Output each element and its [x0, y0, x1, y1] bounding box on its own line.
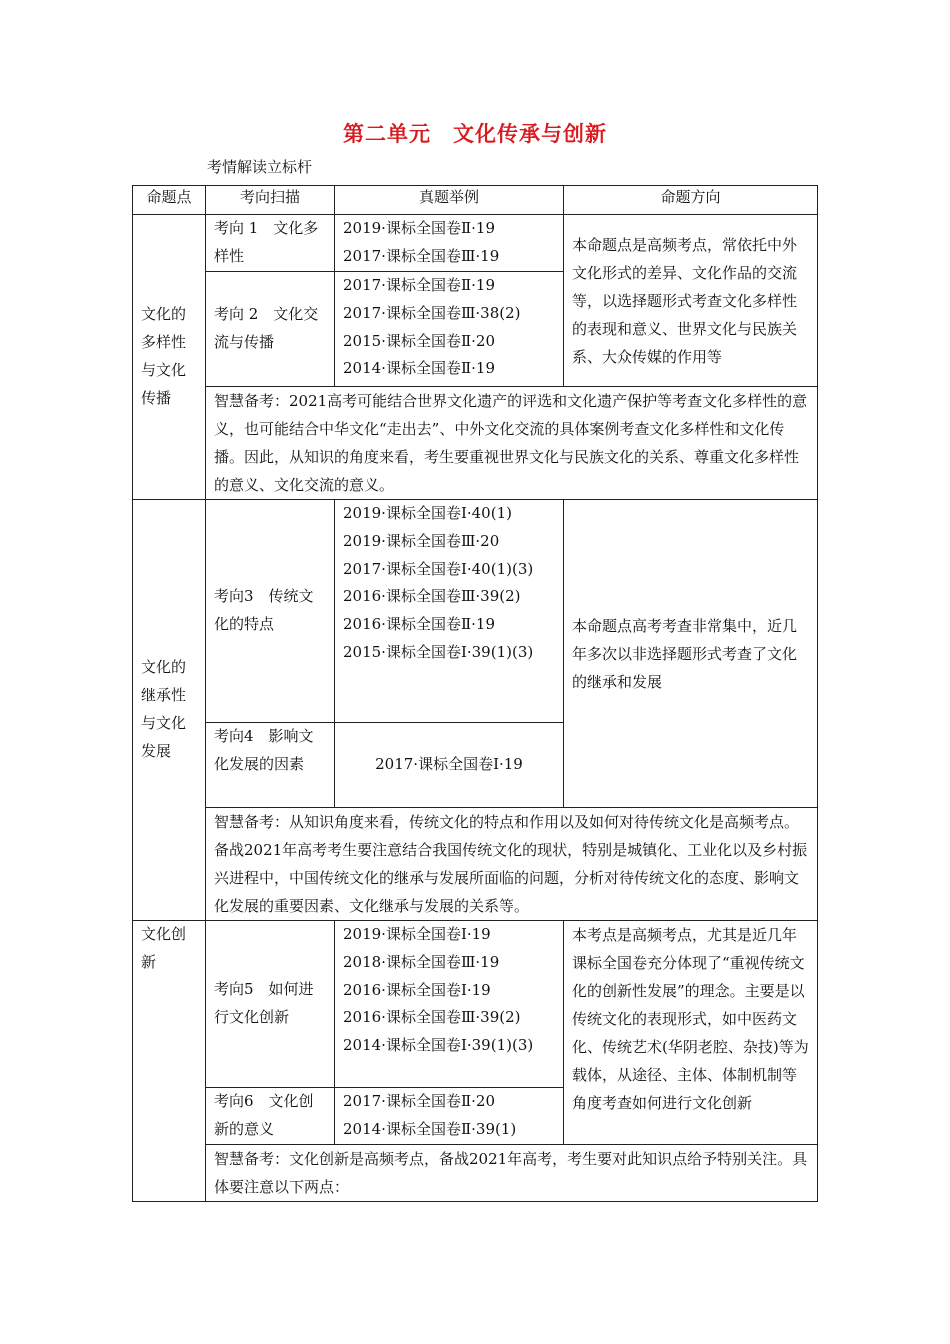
header-direction: 命题方向: [564, 186, 818, 215]
exam-example: 2017·课标全国卷Ⅰ·40(1)(3): [343, 559, 534, 578]
direction-label: 考向 1 文化多样性: [206, 215, 335, 272]
exam-example: 2015·课标全国卷Ⅱ·20: [343, 331, 495, 350]
topic-cell: 文化的多样性与文化传播: [133, 215, 206, 500]
exam-example: 2017·课标全国卷Ⅱ·19: [343, 276, 495, 294]
exam-example: 2017·课标全国卷Ⅱ·20: [343, 1092, 495, 1110]
section-subtitle: 考情解读立标杆: [207, 158, 313, 176]
direction-label: 考向 2 文化交流与传播: [206, 272, 335, 387]
exam-example: 2014·课标全国卷Ⅰ·39(1)(3): [343, 1036, 534, 1055]
exam-example: 2014·课标全国卷Ⅱ·39(1): [343, 1119, 517, 1138]
exam-example: 2016·课标全国卷Ⅱ·19: [343, 615, 495, 634]
direction-text: 本命题点高考考查非常集中，近几年多次以非选择题形式考查了文化的继承和发展: [564, 500, 818, 808]
direction-label: 考向6 文化创新的意义: [206, 1088, 335, 1145]
page-title: 第二单元 文化传承与创新: [343, 121, 607, 146]
table-row: [133, 808, 818, 921]
exam-example: 2017·课标全国卷Ⅲ·38(2): [343, 303, 521, 322]
exam-example: 2019·课标全国卷Ⅰ·19: [343, 925, 491, 943]
direction-label: 考向3 传统文化的特点: [206, 500, 335, 723]
table-row: [133, 1145, 818, 1202]
topic-cell: 文化创新: [133, 921, 206, 1202]
exam-example: 2017·课标全国卷Ⅲ·19: [343, 246, 500, 265]
examples-cell: [335, 500, 564, 723]
exam-example: 2016·课标全国卷Ⅲ·39(2): [343, 587, 521, 606]
exam-example: 2016·课标全国卷Ⅰ·19: [343, 980, 491, 999]
exam-analysis-table: [132, 185, 818, 1202]
header-examples: 真题举例: [335, 186, 564, 215]
direction-label: 考向4 影响文化发展的因素: [206, 723, 335, 808]
table-header-row: [133, 186, 818, 215]
examples-cell: [335, 215, 564, 272]
exam-example: 2018·课标全国卷Ⅲ·19: [343, 952, 500, 971]
table-row: [133, 500, 818, 723]
exam-example: 2014·课标全国卷Ⅱ·19: [343, 359, 495, 378]
examples-cell: [335, 921, 564, 1088]
table-row: [133, 387, 818, 500]
header-scan: 考向扫描: [206, 186, 335, 215]
table-row: [133, 215, 818, 272]
direction-label: 考向5 如何进行文化创新: [206, 921, 335, 1088]
advice-text: 智慧备考：从知识角度来看，传统文化的特点和作用以及如何对待传统文化是高频考点。备战2021年高考考生要注意结合我国传统文化的现状，特别是城镇化、工业化以及乡村振兴进程中，中国传统文化的继承与发展所面临的问题，分析对待传统文化的态度、影响文化发展的重要因素、文化继承与发展的关系等。: [206, 808, 818, 921]
advice-text: 智慧备考：2021高考可能结合世界文化遗产的评选和文化遗产保护等考查文化多样性的意义，也可能结合中华文化“走出去”、中外文化交流的具体案例考查文化多样性和文化传播。因此，从知识的角度来看，考生要重视世界文化与民族文化的关系、尊重文化多样性的意义、文化交流的意义。: [206, 387, 818, 500]
exam-example: 2017·课标全国卷Ⅰ·19: [375, 755, 523, 774]
header-point: 命题点: [133, 186, 206, 215]
examples-cell: [335, 272, 564, 387]
exam-example: 2019·课标全国卷Ⅲ·20: [343, 531, 500, 550]
exam-example: 2015·课标全国卷Ⅰ·39(1)(3): [343, 642, 534, 661]
exam-example: 2019·课标全国卷Ⅱ·19: [343, 219, 495, 237]
direction-text: 本考点是高频考点，尤其是近几年课标全国卷充分体现了“重视传统文化的创新性发展”的理念。主要是以传统文化的表现形式，如中医药文化、传统艺术(华阴老腔、杂技)等为载体，从途径、主体、体制机制等角度考查如何进行文化创新: [564, 921, 818, 1145]
exam-example: 2016·课标全国卷Ⅲ·39(2): [343, 1008, 521, 1027]
exam-example: 2019·课标全国卷Ⅰ·40(1): [343, 504, 512, 522]
direction-text: 本命题点是高频考点，常依托中外文化形式的差异、文化作品的交流等，以选择题形式考查文化多样性的表现和意义、世界文化与民族关系、大众传媒的作用等: [564, 215, 818, 387]
table-row: [133, 921, 818, 1088]
topic-cell: 文化的继承性与文化发展: [133, 500, 206, 921]
examples-cell: [335, 723, 564, 808]
advice-text: 智慧备考：文化创新是高频考点，备战2021年高考，考生要对此知识点给予特别关注。具体要注意以下两点：: [206, 1145, 818, 1202]
examples-cell: [335, 1088, 564, 1145]
